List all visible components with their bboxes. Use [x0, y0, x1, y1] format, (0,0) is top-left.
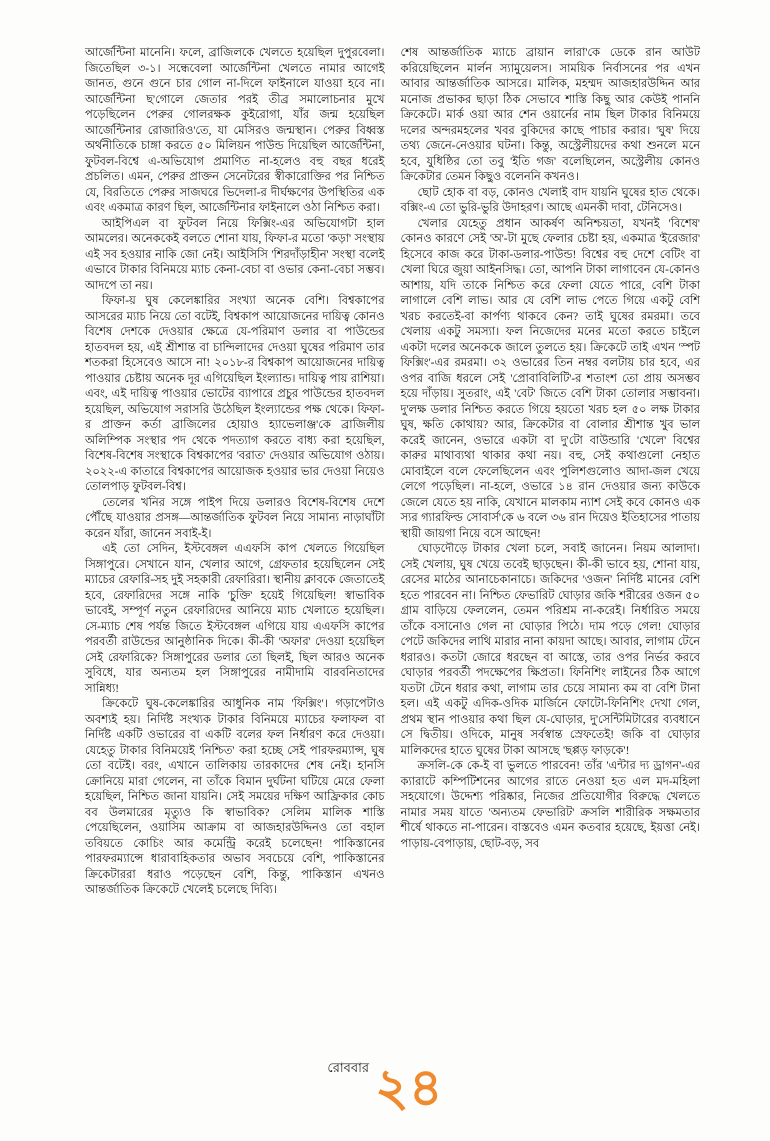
paragraph: ঘোড়দৌড়ে টাকার খেলা চলে, সবাই জানেন। নিয়ম আলাদা। সেই খেলায়, ঘুষ খেয়ে তবেই ছাড়ছেন। কী-কী ভাবে হয়, শোনা যায়, রেসের মাঠের আনাচেকানাচে। জকিদের 'ওজন' নির্দিষ্ট মানের বেশি হতে পারবেন না। নিশ্চিত ফেভারিট ঘোড়ার জকি শরীরের ওজন ৫০ গ্রাম বাড়িয়ে ফেললেন, তেমন পরিশ্রম না-করেই। নির্ধারিত সময়ে তাঁকে বসানোও গেল না ঘোড়ার পিঠে। দাম পড়ে গেল! ঘোড়ার পেটে জকিদের লাথি মারার নানা কায়দা আছে। আবার, লাগাম টেনে ধরারও। কতটা জোরে ধরছেন বা আস্তে, তার ওপর নির্ভর করবে ঘোড়ার পরবর্তী পদক্ষেপের ক্ষিপ্রতা। ফিনিশিং লাইনের ঠিক আগে যতটা টেনে ধরার কথা, লাগাম তার চেয়ে সামান্য কম বা বেশি টানা হল। এই একটু এদিক-ওদিক মার্জিনে ফোটো-ফিনিশিং দেখা গেল, প্রথম স্থান পাওয়ার কথা ছিল যে-ঘোড়ার, দু'সেন্টিমিটারের ব্যবধানে সে দ্বিতীয়। ওদিকে, মানুষ সর্বস্বান্ত স্রেফতেই! জকি বা ঘোড়ার মালিকদের হাতে ঘুষের টাকা আসছে 'ছপ্পড় ফাড়কে'!: [400, 543, 700, 757]
paragraph: ফিফা-য় ঘুষ কেলেঙ্কারির সংখ্যা অনেক বেশি। বিশ্বকাপের আসরের ম্যাচ নিয়ে তো বটেই, বিশ্বকাপ আয়োজনের দায়িত্ব কোনও বিশেষ দেশকে দেওয়ার ক্ষেত্রে যে-পরিমাণ ডলার বা পাউন্ডের হাতবদল হয়, এই শ্রীশান্ত বা চান্দিলাদের দেওয়া ঘুষের পরিমাণ তার শতকরা হিসেবেও আসে না! ২০১৮-র বিশ্বকাপ আয়োজনের দায়িত্ব পাওয়ার চেষ্টায় অনেক দূর এগিয়েছিল ইংল্যান্ড। দায়িত্ব পায় রাশিয়া। এবং, এই দায়িত্ব পাওয়ার ভোটের ব্যাপারে প্রচুর পাউন্ডের হাতবদল হয়েছিল, অভিযোগ সরাসরি উঠেছিল ইংল্যান্ডের পক্ষ থেকে। ফিফা-র প্রাক্তন কর্তা ব্রাজিলের হোয়াও হ্যাভেলাঞ্জ'কে ব্রাজিলীয় অলিম্পিক সংস্থার পদ থেকে পদত্যাগ করতে বাধ্য করা হয়েছিল, বিশেষ-বিশেষ সংস্থাকে বিশ্বকাপের 'বরাত' দেওয়ার অভিযোগ ওঠায়। ২০২২-এ কাতারে বিশ্বকাপের আয়োজক হওয়ার ভার দেওয়া নিয়েও তোলপাড় ফুটবল-বিশ্ব।: [85, 295, 385, 493]
paragraph: আর্জেন্টিনা মানেনি। ফলে, ব্রাজিলকে খেলতে হয়েছিল দুপুরবেলা। জিতেছিল ৩-১। সন্ধেবেলা আর্জেন্টিনা খেলতে নামার আগেই জানত, গুনে গুনে চার গোল না-দিলে ফাইনালে যাওয়া হবে না। আর্জেন্টিনা ছ'গোলে জেতার পরই তীব্র সমালোচনার মুখে পড়েছিলেন পেরুর গোলরক্ষক কুইরোগা, যাঁর জন্ম হয়েছিল আর্জেন্টিনার রোজারিও'তে, যা মেসিরও জন্মস্থান। পেরুর বিধ্বস্ত অর্থনীতিকে চাঙ্গা করতে ৫০ মিলিয়ন পাউন্ড দিয়েছিল আর্জেন্টিনা, ফুটবল-বিশ্বে এ-অভিযোগ প্রমাণিত না-হলেও বহু বছর ধরেই প্রচলিত। এমন, পেরুর প্রাক্তন সেনেটরের স্বীকারোক্তির পর নিশ্চিত যে, বিরতিতে পেরুর সাজঘরে ভিদেলা-র দীর্ঘক্ষণের উপস্থিতির এক এবং একমাত্র কারণ ছিল, আর্জেন্টিনার ফাইনালে ওঠা নিশ্চিত করা।: [85, 47, 385, 214]
paragraph: শেষ আন্তর্জাতিক ম্যাচে ব্রায়ান লারা'কে ডেকে রান আউট করিয়েছিলেন মার্লন স্যামুয়েলস। সাময়িক নির্বাসনের পর এখন আবার আন্তর্জাতিক আসরে। মালিক, মহম্মদ আজহারউদ্দিন আর মনোজ প্রভাকর ছাড়া ঠিক সেভাবে শাস্তি কিছু আর কেউই পাননি ক্রিকেটে। মার্ক ওয়া আর শেন ওয়ার্নের নাম ছিল টাকার বিনিময়ে দলের অন্দরমহলের খবর বুকিদের কাছে পাচার করার। 'ঘুষ' দিয়ে তথ্য জেনে-নেওয়ার ঘটনা। কিন্তু, অস্ট্রেলীয়দের কথা শুনলে মনে হবে, যুধিষ্ঠির তো তবু 'ইতি গজ' বলেছিলেন, অস্ট্রেলীয় কোনও ক্রিকেটার তেমন কিছুও বলেননি কখনও।: [400, 47, 700, 183]
left-column: [85, 46, 385, 899]
paragraph: আইপিএল বা ফুটবল নিয়ে ফিক্সিং-এর অভিযোগটা হাল আমলের। অনেককেই বলতে শোনা যায়, ফিফা-র মতো 'কড়া' সংস্থায় এই সব হওয়ার নাকি জো নেই। আইসিসি 'শিরদাঁড়াহীন' সংস্থা বলেই এভাবে টাকার বিনিময়ে ম্যাচ কেনা-বেচা বা ওভার কেনা-বেচা সম্ভব। আদপে তা নয়।: [85, 217, 385, 292]
magazine-name: রোববার: [327, 1060, 370, 1075]
paragraph: খেলার যেহেতু প্রধান আকর্ষণ অনিশ্চয়তা, যখনই 'বিশেষ' কোনও কারণে সেই 'অ'-টা মুছে ফেলার চেষ্টা হয়, একমাত্র 'ইরেজার' হিসেবে কাজ করে টাকা-ডলার-পাউন্ড! বিশ্বের বহু দেশে বেটিং বা খেলা ঘিরে জুয়া আইনসিদ্ধ। তো, আপনি টাকা লাগাবেন যে-কোনও আশায়, যদি তাকে নিশ্চিত করে ফেলা যেতে পারে, বেশি টাকা লাগালে বেশি লাভ। আর যে বেশি লাভ পেতে গিয়ে একটু বেশি খরচ করতেই-বা কার্পণ্য থাকবে কেন? তাই ঘুষের রমরমা। তবে খেলায় একটু সমস্যা। ফল নিজেদের মনের মতো করতে চাইলে একটা দলের অনেককে জালে তুলতে হয়। ক্রিকেটে তাই এখন 'স্পট ফিক্সিং'-এর রমরমা। ৩২ ওভারের তিন নম্বর বলটায় চার হবে, এর ওপর বাজি ধরলে সেই 'প্রোবাবিলিটি'-র শতাংশ তো প্রায় অসম্ভব হয়ে দাঁড়ায়। সুতরাং, এই 'বেট' জিতে বেশি টাকা তোলার সম্ভাবনা। দু'লক্ষ ডলার নিশ্চিত করতে গিয়ে হয়তো খরচ হল ৫০ লক্ষ টাকার ঘুষ, ক্ষতি কোথায়? আর, ক্রিকেটার বা বোলার শ্রীশান্ত খুব ভাল করেই জানেন, ওভারে একটা বা দু'টো বাউন্ডারি 'খেলে' বিশ্বের কারুর মাথাব্যথা থাকার কথা নয়। বহু, সেই কথাগুলো নেহাত মোবাইলে বলে ফেলেছিলেন এবং পুলিশগুলোও আদা-জল খেয়ে লেগে পড়েছিল। না-হলে, ওভারে ১৪ রান দেওয়ার জন্য কাউকে জেলে যেতে হয় নাকি, যেখানে মালকাম ন্যাশ সেই কবে কোনও এক স্যর গ্যারফিল্ড সোবার্স'কে ৬ বলে ৩৬ রান দিয়েও ইতিহাসের পাতায় স্থায়ী জায়গা নিয়ে বসে আছেন!: [400, 217, 700, 540]
page-number: ২৪: [375, 1057, 443, 1118]
paragraph: ক্রিকেটে ঘুষ-কেলেঙ্কারির আধুনিক নাম 'ফিক্সিং'। গড়াপেটাও অবশ্যই হয়। নির্দিষ্ট সংখ্যক টাকার বিনিময়ে ম্যাচের ফলাফল বা নির্দিষ্ট একটি ওভারের বা একটি বলের ফল নির্ধারণ করে দেওয়া। যেহেতু টাকার বিনিময়েই 'নিশ্চিত' করা হচ্ছে সেই পারফরম্যান্স, ঘুষ তো বটেই। বরং, এখানে তালিকায় তারকাদের শেষ নেই। হানসি ক্রোনিয়ে মারা গেলেন, না তাঁকে বিমান দুর্ঘটনা ঘটিয়ে মেরে ফেলা হয়েছিল, নিশ্চিত জানা যায়নি। সেই সময়ের দক্ষিণ আফ্রিকার কোচ বব উলমারের মৃত্যুও কি স্বাভাবিক? সেলিম মালিক শাস্তি পেয়েছিলেন, ওয়াসিম আক্রাম বা আজহার‌উদ্দিনও তো বহাল তবিয়তে কোচিং আর কমেন্ট্রি করেই চলেছেন! পাকিস্তানের পারফরম্যান্সে ধারাবাহিকতার অভাব সবচেয়ে বেশি, পাকিস্তানের ক্রিকেটাররা ধরাও পড়েছেন বেশি, কিন্তু, পাকিস্তান এখনও আন্তর্জাতিক ক্রিকেটে খেলেই চলেছে দিব্যি।: [85, 698, 385, 896]
page-footer: [0, 1059, 770, 1131]
paragraph: ক্রসলি-কে কে-ই বা ভুলতে পারবেন! তাঁর 'এন্টার দ্য ড্রাগন'-এর ক্যারাটে কম্পিটিশনের আগের রাতে নেওয়া হত এল মদ-মহিলা সহযোগে। উদ্দেশ্য পরিষ্কার, নিজের প্রতিযোগীর বিরুদ্ধে খেলতে নামার সময় যাতে 'অন্যতম ফেভারিট' ক্রসলি শারীরিক সক্ষমতার শীর্ষে থাকতে না-পারেন। বাস্তবেও এমন কতবার হয়েছে, ইয়ত্তা নেই। পাড়ায়-বেপাড়ায়, ছোট-বড়, সব: [400, 760, 700, 850]
right-column: [401, 46, 701, 899]
paragraph: ছোট হোক বা বড়, কোনও খেলাই বাদ যায়নি ঘুষের হাত থেকে। বক্সিং-এ তো ভুরি-ভুরি উদাহরণ। আছে এমনকী দাবা, টেনিসেও।: [400, 186, 700, 214]
paragraph: এই তো সেদিন, ইস্টবেঙ্গল এএফসি কাপ খেলতে গিয়েছিল সিঙ্গাপুরে। সেখানে যান, খেলার আগে, গ্রেফতার হয়েছিলেন সেই ম্যাচের রেফারি-সহ দুই সহকারী রেফারিরা। স্থানীয় ক্লাবকে জেতাতেই হবে, রেফারিদের সঙ্গে নাকি 'চুক্তি' হয়েই গিয়েছিল! স্বাভাবিক ভাবেই, সম্পূর্ণ নতুন রেফারিদের আনিয়ে ম্যাচ খেলাতে হয়েছিল। সে-ম্যাচ শেষ পর্যন্ত জিতে ইস্টবেঙ্গল এগিয়ে যায় এএফসি কাপের পরবর্তী রাউন্ডের আনুষ্ঠানিক দিকে। কী-কী 'অফার' দেওয়া হয়েছিল সেই রেফারিকে? সিঙ্গাপুরের ডলার তো ছিলই, ছিল আরও অনেক সুবিধে, যার অন্যতম হল সিঙ্গাপুরের নামীদামি বারবনিতাদের সান্নিধ্য!: [85, 543, 385, 695]
paragraph: তেলের খনির সঙ্গে পাইপ দিয়ে ডলারও বিশেষ-বিশেষ দেশে পৌঁছে যাওয়ার প্রসঙ্গ—আন্তর্জাতিক ফুটবল নিয়ে সামান্য নাড়াঘাঁটা করেন যাঁরা, জানেন সবাই-ই।: [85, 496, 385, 540]
article-body: [85, 46, 700, 899]
